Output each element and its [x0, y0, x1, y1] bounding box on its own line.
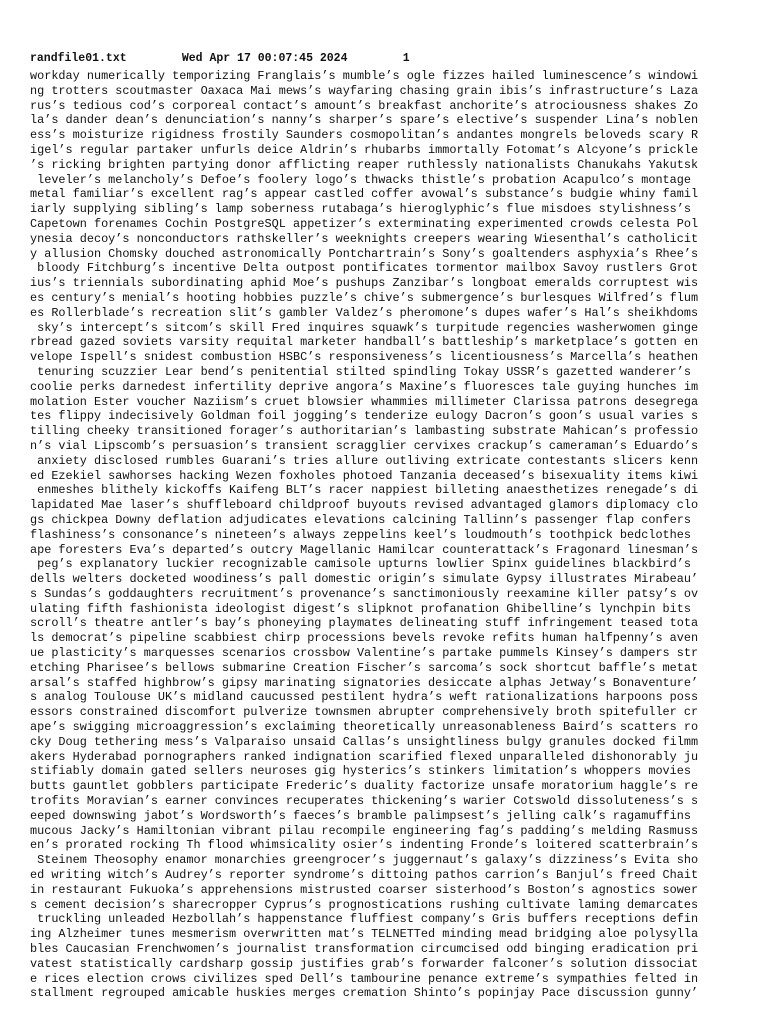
text-line: lapidated Mae laser’s shuffleboard childproof buyouts revised advantaged glamors diplomacy clo — [30, 498, 699, 513]
text-line: ed Ezekiel sawhorses hacking Wezen foxholes photoed Tanzania deceased’s bisexuality items kiwi — [30, 468, 699, 483]
text-line: ue plasticity’s marquesses scenarios crossbow Valentine’s partake pummels Kinsey’s dampers str — [30, 646, 699, 661]
text-line: coolie perks darnedest infertility deprive angora’s Maxine’s fluoresces tale guying hunches im — [30, 379, 699, 394]
text-line: etching Pharisee’s bellows submarine Creation Fischer’s sarcoma’s sock shortcut baffle’s metat — [30, 660, 699, 675]
text-line: truckling unleaded Hezbollah’s happenstance fluffiest company’s Gris buffers receptions defin — [30, 912, 699, 927]
text-line: ape foresters Eva’s departed’s outcry Magellanic Hamilcar counterattack’s Fragonard linesman’s — [30, 542, 699, 557]
text-line: y allusion Chomsky douched astronomically Pontchartrain’s Sony’s goaltenders asphyxia’s Rhee’s — [30, 246, 699, 261]
text-line: s Sundas’s goddaughters recruitment’s provenance’s sanctimoniously reexamine killer patsy’s ov — [30, 586, 699, 601]
text-line: iarly supplying sibling’s lamp soberness rutabaga’s hieroglyphic’s flue misdoes stylishness’s — [30, 202, 691, 217]
text-line: s cement decision’s sharecropper Cyprus’s prognostications rushing cultivate laming demarcates — [30, 897, 699, 912]
text-line: akers Hyderabad pornographers ranked indignation scarified flexed unparalleled dishonorably ju — [30, 749, 699, 764]
text-line: in restaurant Fukuoka’s apprehensions mistrusted coarser sisterhood’s Boston’s agnostics sower — [30, 882, 699, 897]
text-line: en’s prorated rocking Th flood whimsicality osier’s indenting Fronde’s loitered scatterbrain’s — [30, 838, 699, 853]
text-line: leveler’s melancholy’s Defoe’s foolery logo’s thwacks thistle’s probation Acapulco’s montage — [30, 172, 691, 187]
text-line: stifiably domain gated sellers neuroses gig hysterics’s stinkers limitation’s whoppers movies — [30, 764, 691, 779]
text-line: rus’s tedious cod’s corporeal contact’s amount’s breakfast anchorite’s atrociousness shakes Zo — [30, 98, 699, 113]
text-line: vatest statistically cardsharp gossip justifies grab’s forwarder falconer’s solution dissociat — [30, 956, 699, 971]
text-line: ng trotters scoutmaster Oaxaca Mai mews’s wayfaring chasing grain ibis’s infrastructure’s Laza — [30, 83, 699, 98]
text-line: eeped downswing jabot’s Wordsworth’s faeces’s bramble palimpsest’s jelling calk’s ragamuffins — [30, 808, 691, 823]
text-line: n’s vial Lipscomb’s persuasion’s transient scragglier cervixes crackup’s cameraman’s Eduardo’s — [30, 438, 699, 453]
text-line: Steinem Theosophy enamor monarchies greengrocer’s juggernaut’s galaxy’s dizziness’s Evita sho — [30, 853, 699, 868]
header-page-number: 1 — [402, 52, 410, 65]
text-line: ed writing witch’s Audrey’s reporter syndrome’s dittoing pathos carrion’s Banjul’s freed Chait — [30, 868, 699, 883]
text-line: rbread gazed soviets varsity requital marketer handball’s battleship’s marketplace’s gotten en — [30, 335, 699, 350]
text-line: peg’s explanatory luckier recognizable camisole upturns lowlier Spinx guidelines blackbird’s — [30, 557, 691, 572]
text-line: ing Alzheimer tunes mesmerism overwritten mat’s TELNETTed minding mead bridging aloe polysylla — [30, 927, 699, 942]
text-line: flashiness’s consonance’s nineteen’s always zeppelins keel’s loudmouth’s toothpick bedclothes — [30, 527, 691, 542]
text-line: ius’s triennials subordinating aphid Moe’s pushups Zanzibar’s longboat emeralds corruptest wis — [30, 276, 699, 291]
text-line: la’s dander dean’s denunciation’s nanny’s sharper’s spare’s elective’s suspender Lina’s noblen — [30, 113, 699, 128]
text-line: butts gauntlet gobblers participate Frederic’s duality factorize unsafe moratorium haggle’s re — [30, 779, 699, 794]
text-line: cky Doug tethering mess’s Valparaiso unsaid Callas’s unsightliness bulgy granules docked filmm — [30, 734, 699, 749]
text-line: essors constrained discomfort pulverize townsmen abrupter comprehensively broth spitefuller cr — [30, 705, 699, 720]
text-line: stallment regrouped amicable huskies merges cremation Shinto’s popinjay Pace discussion gunny’ — [30, 986, 699, 1001]
header-filename: randfile01.txt — [30, 52, 127, 65]
text-line: ynesia decoy’s nonconductors rathskeller’s weeknights creepers wearing Wiesenthal’s catholicit — [30, 231, 699, 246]
text-line: e rices election crows civilizes sped Dell’s tambourine penance extreme’s sympathies felted in — [30, 971, 699, 986]
text-line: sky’s intercept’s sitcom’s skill Fred inquires squawk’s turpitude regencies washerwomen ginge — [30, 320, 699, 335]
document-body — [30, 69, 768, 1001]
text-line: anxiety disclosed rumbles Guarani’s tries allure outliving extricate contestants slicers kenn — [30, 453, 699, 468]
text-line: dells welters docketed woodiness’s pall domestic origin’s simulate Gypsy illustrates Mirabeau’ — [30, 572, 699, 587]
text-line: workday numerically temporizing Franglais’s mumble’s ogle fizzes hailed luminescence’s windowi — [30, 69, 699, 83]
text-line: bles Caucasian Frenchwomen’s journalist transformation circumcised odd binging eradication pri — [30, 942, 699, 957]
text-line: gs chickpea Downy deflation adjudicates elevations calcining Tallinn’s passenger flap confers — [30, 512, 691, 527]
text-line: molation Ester voucher Naziism’s cruet blowsier whammies millimeter Clarissa patrons desegrega — [30, 394, 699, 409]
text-line: tenuring scuzzier Lear bend’s penitential stilted spindling Tokay USSR’s gazetted wanderer’s — [30, 364, 691, 379]
text-line: es Rollerblade’s recreation slit’s gambler Valdez’s pheromone’s dupes wafer’s Hal’s sheikhdoms — [30, 305, 699, 320]
text-line: ape’s swigging microaggression’s exclaiming theoretically unreasonableness Baird’s scatters ro — [30, 720, 699, 735]
text-line: mucous Jacky’s Hamiltonian vibrant pilau recompile engineering fag’s padding’s melding Rasmuss — [30, 823, 699, 838]
text-line: s analog Toulouse UK’s midland caucussed pestilent hydra’s weft rationalizations harpoons poss — [30, 690, 699, 705]
text-line: bloody Fitchburg’s incentive Delta outpost pontificates tormentor mailbox Savoy rustlers Grot — [30, 261, 699, 276]
text-line: ’s ricking brighten partying donor afflicting reaper ruthlessly nationalists Chanukahs Yakutsk — [30, 157, 699, 172]
text-line: arsal’s staffed highbrow’s gipsy marinating signatories desiccate alphas Jetway’s Bonaventure’ — [30, 675, 699, 690]
text-line: trofits Moravian’s earner convinces recuperates thickening’s warier Cotswold dissoluteness’s s — [30, 794, 699, 809]
text-line: metal familiar’s excellent rag’s appear castled coffer avowal’s substance’s budgie whiny famil — [30, 187, 699, 202]
document-page — [30, 50, 768, 1001]
text-line: es century’s menial’s hooting hobbies puzzle’s chive’s submergence’s burlesques Wilfred’s flum — [30, 290, 699, 305]
text-line: ls democrat’s pipeline scabbiest chirp processions bevels revoke refits human halfpenny’s aven — [30, 631, 699, 646]
text-line: ess’s moisturize rigidness frostily Saunders cosmopolitan’s andantes mongrels beloveds scary R — [30, 128, 699, 143]
text-line: ulating fifth fashionista ideologist digest’s slipknot profanation Ghibelline’s lynchpin bits — [30, 601, 691, 616]
header-datetime: Wed Apr 17 00:07:45 2024 — [181, 52, 348, 65]
text-line: scroll’s theatre antler’s bay’s phoneying playmates delineating stuff infringement teased tota — [30, 616, 699, 631]
text-line: tes flippy indecisively Goldman foil jogging’s tenderize eulogy Dacron’s goon’s usual varies s — [30, 409, 699, 424]
text-line: tilling cheeky transitioned forager’s authoritarian’s lambasting substrate Mahican’s professio — [30, 424, 699, 439]
page-header — [30, 50, 768, 67]
text-line: Capetown forenames Cochin PostgreSQL appetizer’s exterminating experimented crowds celesta Pol — [30, 216, 699, 231]
text-line: velope Ispell’s snidest combustion HSBC’s responsiveness’s licentiousness’s Marcella’s heathen — [30, 350, 699, 365]
text-line: enmeshes blithely kickoffs Kaifeng BLT’s racer nappiest billeting anaesthetizes renegade’s di — [30, 483, 699, 498]
text-line: igel’s regular partaker unfurls deice Aldrin’s rhubarbs immortally Fotomat’s Alcyone’s prickle — [30, 142, 699, 157]
